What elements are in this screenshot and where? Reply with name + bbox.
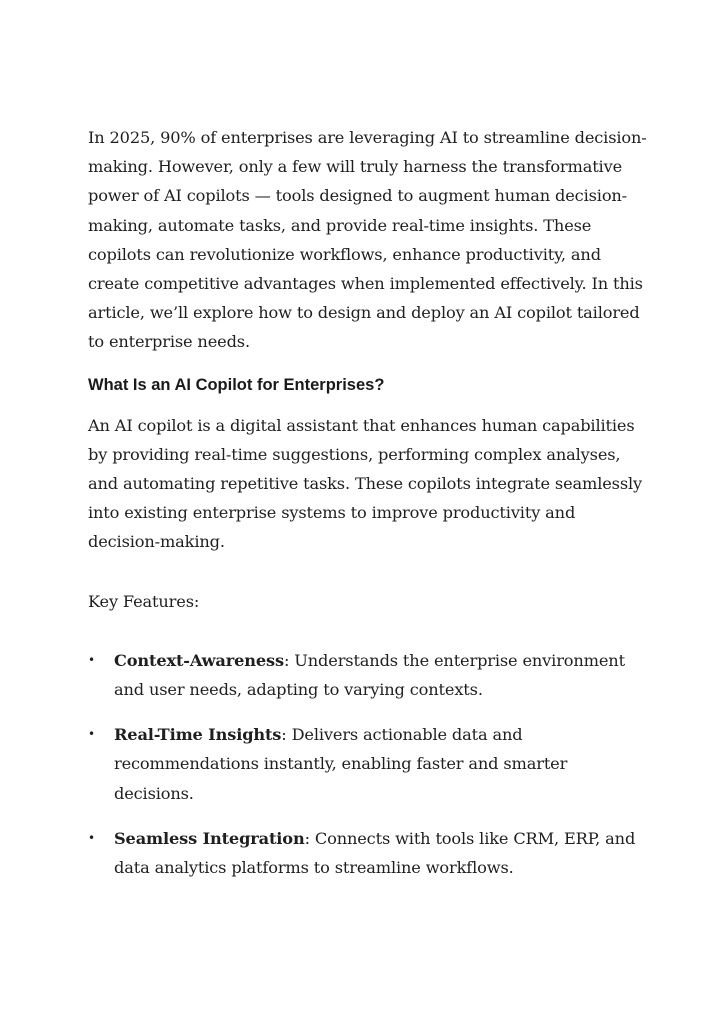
feature-term: Context-Awareness — [114, 650, 284, 670]
article-body — [88, 123, 648, 898]
bullet-icon: • — [88, 727, 95, 742]
feature-term: Seamless Integration — [114, 828, 305, 848]
list-item — [88, 720, 648, 808]
list-item — [88, 646, 648, 704]
section-heading: What Is an AI Copilot for Enterprises? — [88, 375, 385, 394]
feature-description: : Understands the enterprise environment and user needs, adapting to varying contexts. — [114, 650, 625, 700]
list-item — [88, 824, 648, 882]
feature-term: Real-Time Insights — [114, 725, 282, 745]
feature-description: : Delivers actionable data and recommendations instantly, enabling faster and smarter decisions. — [114, 725, 568, 803]
features-list — [88, 646, 648, 882]
feature-description: : Connects with tools like CRM, ERP, and data analytics platforms to streamline workflows. — [114, 828, 636, 878]
intro-paragraph: In 2025, 90% of enterprises are leveraging AI to streamline decision-making. However, only a few will truly harness the transformative power of AI copilots — tools designed to augment human decision-making, automate tasks, and provide real-time insights. These copilots can revolutionize workflows, enhance productivity, and create competitive advantages when implemented effectively. In this article, we’ll explore how to design and deploy an AI copilot tailored to enterprise needs. — [88, 128, 647, 352]
bullet-icon: • — [88, 830, 95, 845]
bullet-icon: • — [88, 652, 95, 667]
key-features-label: Key Features: — [88, 591, 200, 611]
definition-paragraph: An AI copilot is a digital assistant that enhances human capabilities by providing real-time suggestions, performing complex analyses, and automating repetitive tasks. These copilots integrate seamlessly into existing enterprise systems to improve productivity and decision-making. — [88, 415, 643, 552]
